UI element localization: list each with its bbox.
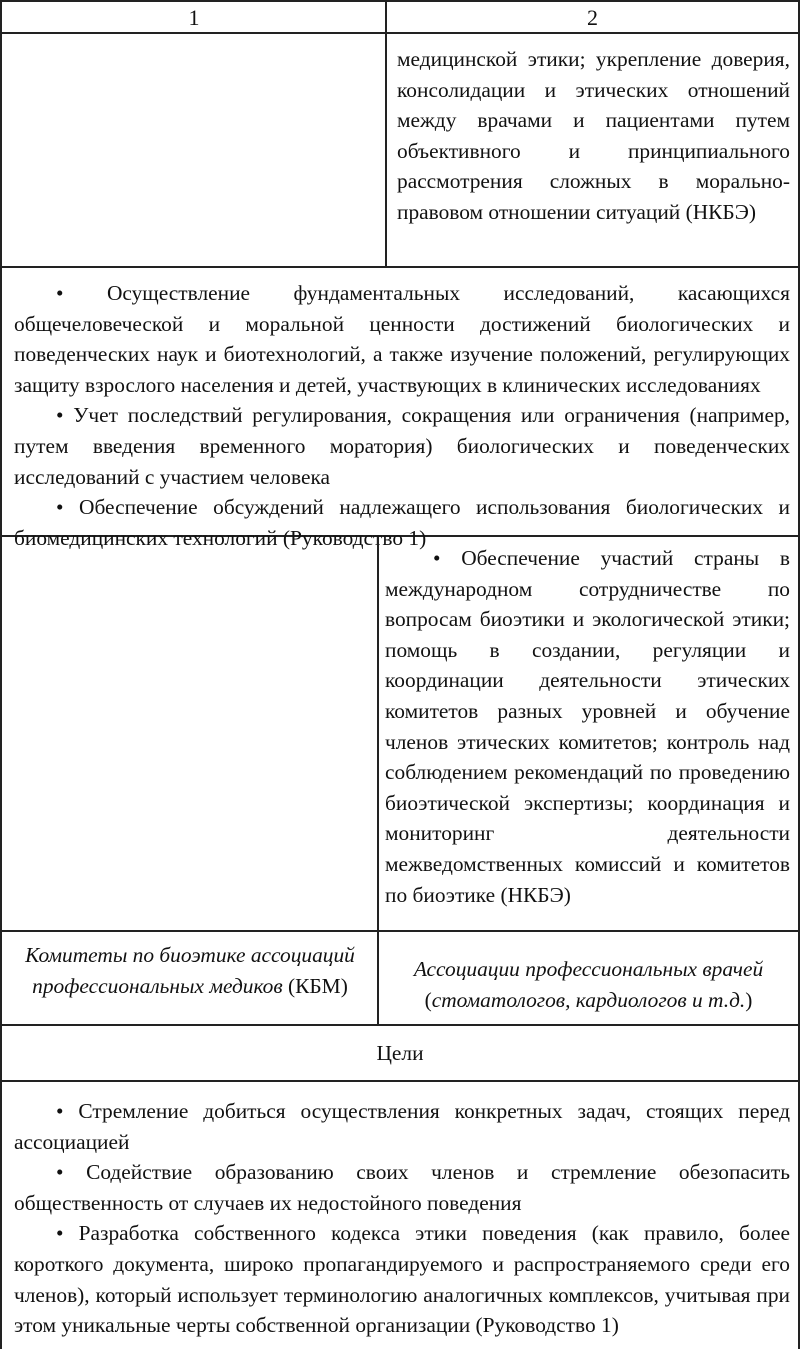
list-item: • Осуществление фундаментальных исследований, касающихся общечеловеческой и моральной ценности достижений биологических и поведенческих наук и биотехнологий, а также изучение положений, регулирующих защиту взрослого населения и детей, участвующих в клинических исследованиях	[14, 281, 790, 397]
table-row	[2, 1082, 798, 1348]
right-cell-text	[379, 537, 798, 930]
table-row	[2, 537, 798, 932]
column-number-1: 1	[188, 5, 200, 30]
list-item: • Стремление добиться осуществления конкретных задач, стоящих перед ассоциацией	[14, 1099, 790, 1154]
committee-abbreviation: (КБМ)	[288, 973, 348, 998]
full-width-cell	[2, 1082, 798, 1348]
section-title: Цели	[376, 1041, 424, 1065]
full-width-cell	[2, 268, 798, 550]
list-item: • Учет последствий регулирования, сокращения или ограничения (например, путем введения временного моратория) биологических и поведенческих исследований с участием человека	[14, 403, 790, 489]
table-row	[2, 34, 798, 268]
committee-label: Комитеты по биоэтике ассоциаций профессиональных медиков	[25, 943, 355, 998]
table-row	[2, 268, 798, 550]
right-label-cell	[379, 932, 798, 1024]
list-item: • Обеспечение обсуждений надлежащего использования биологических и биомедицинских технологий (Руководство 1)	[14, 495, 790, 550]
right-cell-text: медицинской этики; укрепление доверия, консолидации и этических отношений между врачами и пациентами путем объективного и принципиального рассмотрения сложных в морально-правовом отношении ситуаций (НКБЭ)	[397, 47, 790, 224]
association-label: Ассоциации профессиональных врачей	[413, 957, 764, 981]
table-row	[2, 932, 798, 1026]
table-row	[2, 1026, 798, 1082]
list-item: • Обеспечение участий страны в международном сотрудничестве по вопросам биоэтики и экологической этики; помощь в создании, регуляции и координации деятельности этических комитетов разных уровней и обучение членов этических комитетов; контроль над соблюдением рекомендаций по проведению биоэтической экспертизы; координация и мониторинг деятельности межведомственных комиссий и комитетов по биоэтике (НКБЭ)	[385, 546, 790, 907]
left-empty-cell	[2, 537, 378, 930]
list-item: • Содействие образованию своих членов и стремление обезопасить общественность от случаев их недостойного поведения	[14, 1160, 790, 1215]
table-header-row	[2, 0, 798, 34]
left-label-cell	[2, 932, 378, 1024]
left-empty-cell	[2, 34, 386, 266]
association-specialties: (стоматологов, кардиологов и т.д.)	[424, 987, 753, 1012]
column-number-2: 2	[587, 5, 598, 30]
list-item: • Разработка собственного кодекса этики поведения (как правило, более короткого документа, широко пропагандируемого и распространяемого среди его членов), который использует терминологию аналогичных комплексов, учитывая при этом уникальные черты собственной организации (Руководство 1)	[14, 1221, 790, 1338]
